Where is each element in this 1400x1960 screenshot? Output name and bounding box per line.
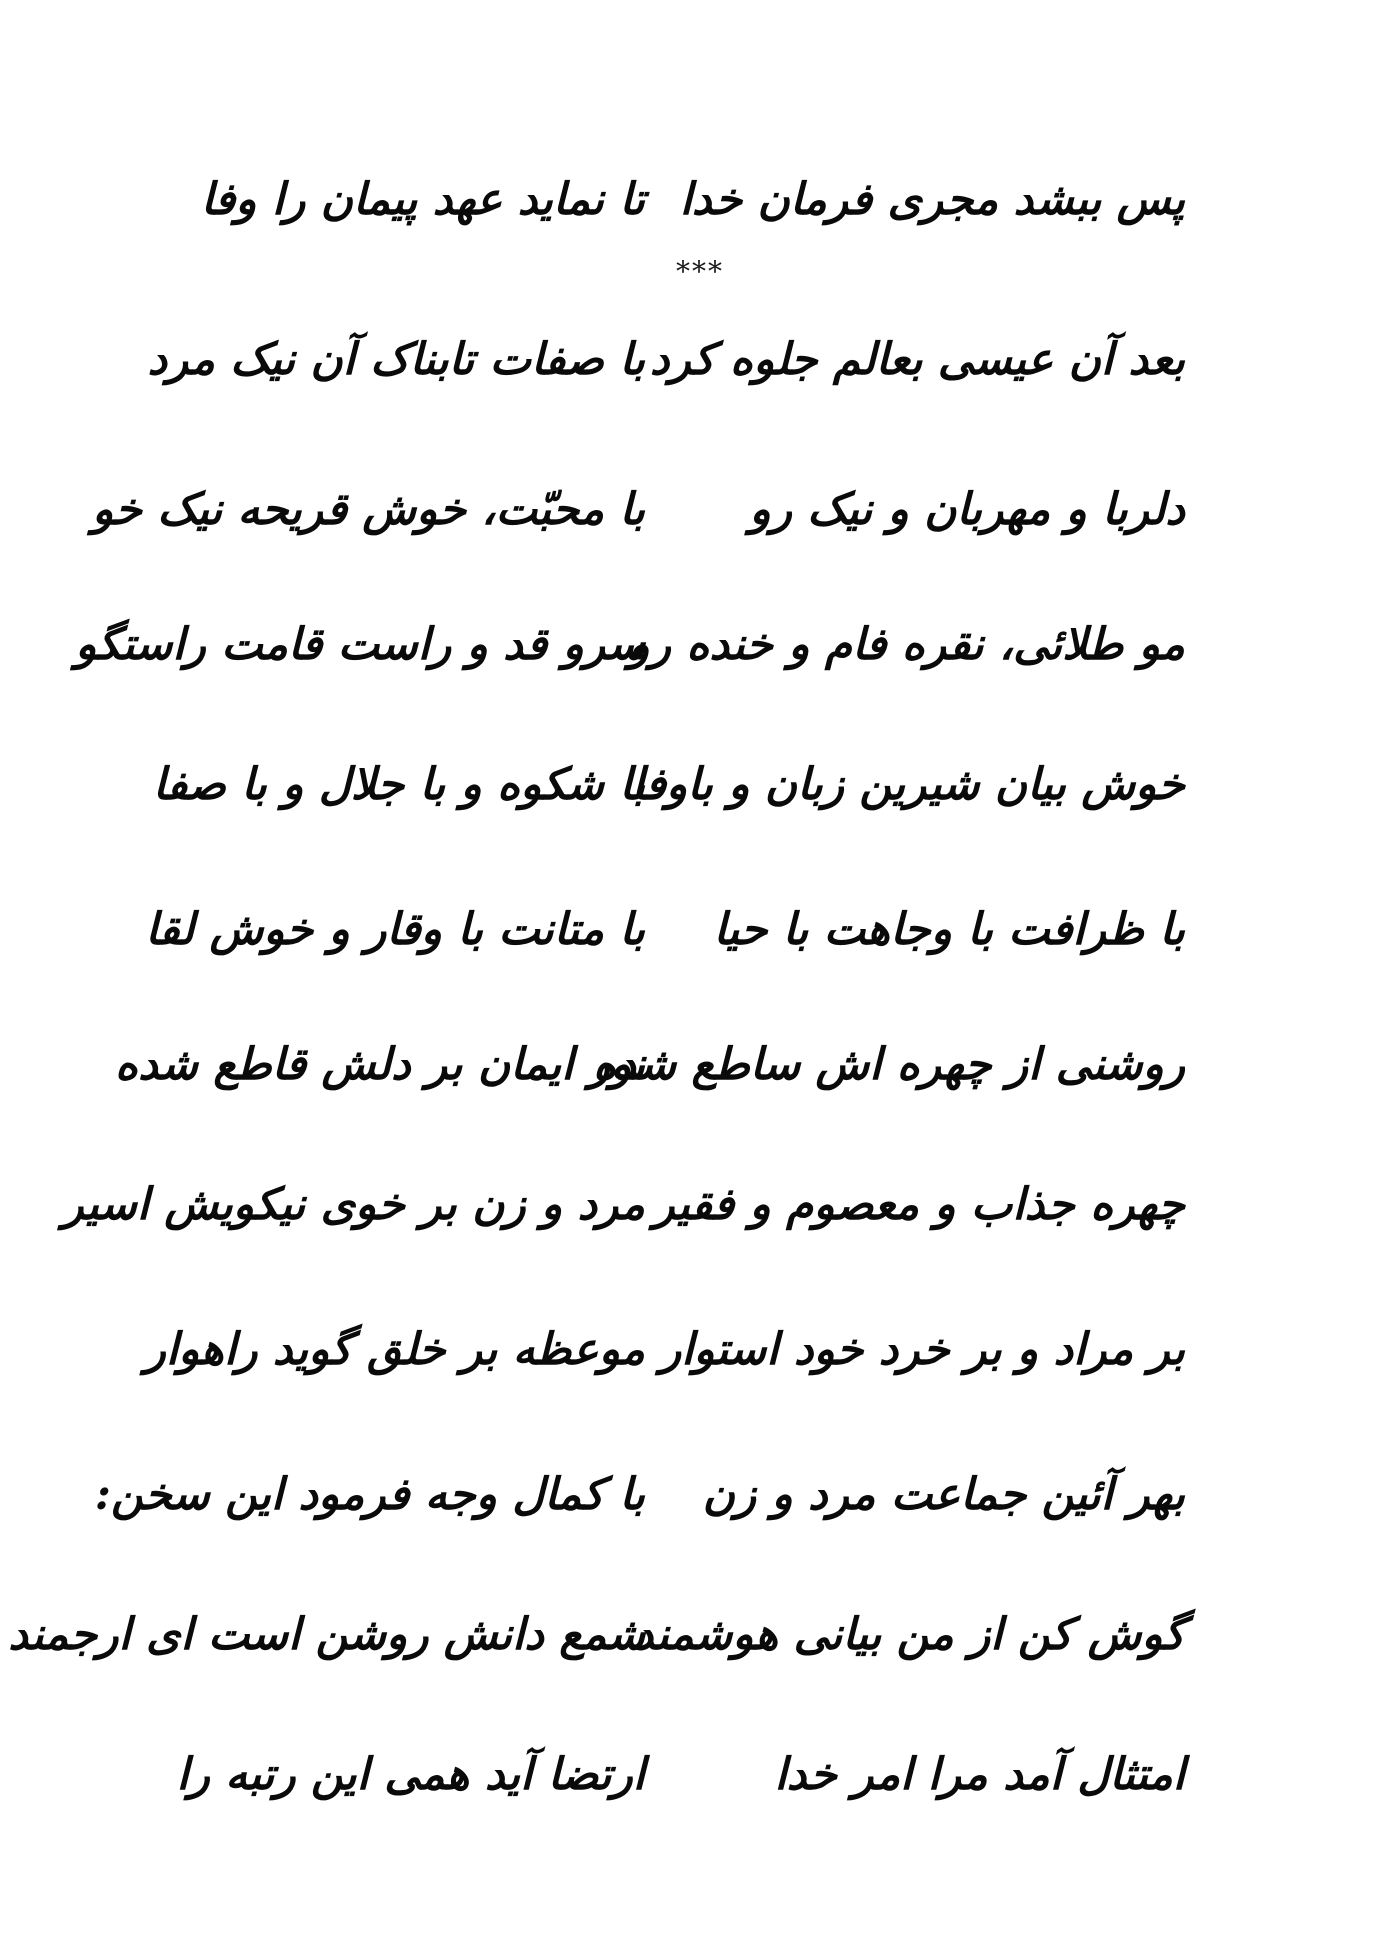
hemistich-second: با شکوه و با جلال و با صفا bbox=[152, 759, 645, 810]
hemistich-second: با محبّت، خوش قریحه نیک خو bbox=[92, 484, 645, 535]
hemistich-first: گوش کن از من بیانی هوشمند bbox=[633, 1609, 1185, 1660]
couplet-1 bbox=[0, 145, 1400, 255]
hemistich-first: چهره جذاب و معصوم و فقیر bbox=[653, 1179, 1185, 1230]
couplet-10 bbox=[0, 1440, 1400, 1550]
couplet-12 bbox=[0, 1720, 1400, 1830]
hemistich-first: با ظرافت با وجاهت با حیا bbox=[713, 904, 1185, 955]
couplet-7 bbox=[0, 1010, 1400, 1120]
couplet-5 bbox=[0, 730, 1400, 840]
couplet-4 bbox=[0, 590, 1400, 700]
hemistich-first: مو طلائی، نقره فام و خنده رو bbox=[628, 619, 1185, 670]
couplet-9 bbox=[0, 1295, 1400, 1405]
hemistich-first: روشنی از چهره اش ساطع شده bbox=[593, 1039, 1185, 1090]
hemistich-second: نور ایمان بر دلش قاطع شده bbox=[115, 1039, 645, 1090]
hemistich-second: با صفات تابناک آن نیک مرد bbox=[147, 334, 645, 385]
couplet-3 bbox=[0, 455, 1400, 565]
couplet-6 bbox=[0, 875, 1400, 985]
hemistich-second: تا نماید عهد پیمان را وفا bbox=[200, 174, 645, 225]
hemistich-second: موعظه بر خلق گوید راهوار bbox=[144, 1324, 645, 1375]
hemistich-second: سرو قد و راست قامت راستگو bbox=[75, 619, 645, 670]
hemistich-first: امتثال آمد مرا امر خدا bbox=[774, 1749, 1185, 1800]
hemistich-second: شمع دانش روشن است ای ارجمند bbox=[8, 1609, 645, 1660]
hemistich-first: دلربا و مهربان و نیک رو bbox=[749, 484, 1185, 535]
hemistich-second: با کمال وجه فرمود این سخن: bbox=[94, 1469, 645, 1520]
hemistich-first: بر مراد و بر خرد خود استوار bbox=[659, 1324, 1185, 1375]
couplet-8 bbox=[0, 1150, 1400, 1260]
hemistich-first: پس ببشد مجری فرمان خدا bbox=[679, 174, 1185, 225]
hemistich-first: بهر آئین جماعت مرد و زن bbox=[702, 1469, 1185, 1520]
hemistich-second: ارتضا آید همی این رتبه را bbox=[176, 1749, 645, 1800]
hemistich-first: بعد آن عیسی بعالم جلوه کرد bbox=[649, 334, 1185, 385]
couplet-2 bbox=[0, 305, 1400, 415]
hemistich-second: با متانت با وقار و خوش لقا bbox=[145, 904, 645, 955]
stanza-separator: *** bbox=[676, 255, 724, 288]
hemistich-first: خوش بیان شیرین زبان و باوفا bbox=[631, 759, 1185, 810]
couplet-11 bbox=[0, 1580, 1400, 1690]
hemistich-second: مرد و زن بر خوی نیکویش اسیر bbox=[62, 1179, 645, 1230]
